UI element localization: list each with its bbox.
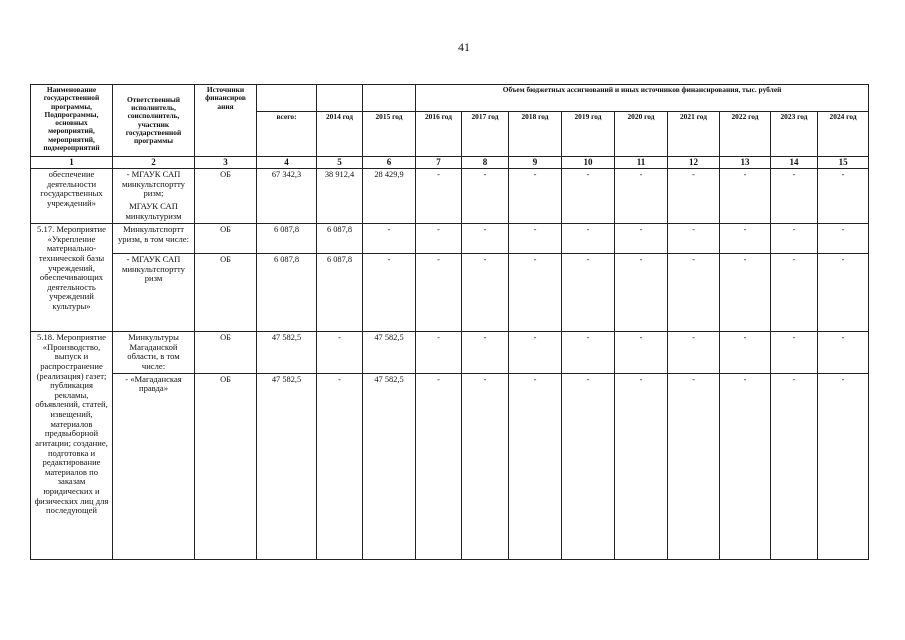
row-value: - (462, 254, 509, 332)
row-value: - (317, 373, 363, 559)
table-row (31, 332, 869, 374)
column-number: 14 (771, 157, 818, 169)
header-year: 2021 год (668, 112, 720, 157)
row-value: - (615, 169, 668, 224)
row-source: ОБ (195, 373, 257, 559)
row-value: - (462, 224, 509, 254)
row-value: - (771, 373, 818, 559)
table-row (31, 373, 869, 559)
row-value: - (363, 254, 416, 332)
column-number: 13 (720, 157, 771, 169)
row-value: 47 582,5 (363, 373, 416, 559)
row-name: 5.17. Мероприятие «Укрепление материально-технической базы учреждений, обеспечивающих деятельность учреждений культуры» (31, 224, 113, 332)
table-row (31, 224, 869, 254)
header-year: 2014 год (317, 112, 363, 157)
row-value: - (416, 254, 462, 332)
row-value: - (509, 332, 562, 374)
row-value: - (771, 169, 818, 224)
column-number-row (31, 157, 869, 169)
row-value: - (562, 254, 615, 332)
row-value: - (509, 373, 562, 559)
row-value: - (416, 224, 462, 254)
column-number: 15 (818, 157, 869, 169)
page-number: 41 (458, 40, 470, 54)
column-number: 9 (509, 157, 562, 169)
header-year: 2022 год (720, 112, 771, 157)
row-value: - (818, 224, 869, 254)
header-year: 2015 год (363, 112, 416, 157)
row-value: - (771, 332, 818, 374)
row-total: 47 582,5 (257, 332, 317, 374)
row-value: - (771, 254, 818, 332)
row-value: - (668, 254, 720, 332)
header-year: 2017 год (462, 112, 509, 157)
column-number: 3 (195, 157, 257, 169)
responsible-line: - МГАУК САП минкультспортту ризм; (122, 169, 185, 199)
row-responsible: - «Магаданская правда» (113, 373, 195, 559)
row-value: - (462, 169, 509, 224)
row-value: - (462, 332, 509, 374)
row-responsible (113, 169, 195, 224)
table-row (31, 169, 869, 224)
row-value: - (720, 373, 771, 559)
header-blank-3 (363, 85, 416, 112)
column-number: 12 (668, 157, 720, 169)
row-source: ОБ (195, 224, 257, 254)
row-value: - (509, 169, 562, 224)
row-value: - (720, 169, 771, 224)
header-year: 2020 год (615, 112, 668, 157)
row-value: - (562, 224, 615, 254)
row-value: - (416, 332, 462, 374)
row-value: 47 582,5 (363, 332, 416, 374)
column-number: 10 (562, 157, 615, 169)
header-name: Наименование государственной программы, Подпрограммы, основных мероприятий, мероприятий, подмероприятий (31, 85, 113, 157)
row-value: - (818, 332, 869, 374)
row-value: - (668, 224, 720, 254)
row-name: 5.18. Мероприятие «Производство, выпуск и распространение (реализация) газет; публикация рекламы, объявлений, статей, извещений, материалов предвыборной агитации; создание, подготовка и редактирование материалов по заказам юридических и физических лиц для последующей (31, 332, 113, 560)
table-row (31, 254, 869, 332)
row-value: - (509, 224, 562, 254)
row-value: - (668, 169, 720, 224)
row-value: - (720, 254, 771, 332)
row-value: - (562, 373, 615, 559)
column-number: 2 (113, 157, 195, 169)
row-value: - (363, 224, 416, 254)
row-value: - (668, 332, 720, 374)
row-value: - (509, 254, 562, 332)
header-blank-1 (257, 85, 317, 112)
row-value: - (416, 373, 462, 559)
row-value: - (317, 332, 363, 374)
row-value: 28 429,9 (363, 169, 416, 224)
header-year: 2024 год (818, 112, 869, 157)
row-value: 38 912,4 (317, 169, 363, 224)
row-total: 47 582,5 (257, 373, 317, 559)
header-total: всего: (257, 112, 317, 157)
column-number: 5 (317, 157, 363, 169)
header-responsible: Ответственный исполнитель, соисполнитель, участник государственной программы (113, 85, 195, 157)
row-value: - (562, 332, 615, 374)
row-value: - (416, 169, 462, 224)
row-source: ОБ (195, 169, 257, 224)
row-value: - (818, 373, 869, 559)
row-total: 6 087,8 (257, 224, 317, 254)
column-number: 4 (257, 157, 317, 169)
row-responsible: Минкультспортт уризм, в том числе: (113, 224, 195, 254)
row-value: - (615, 254, 668, 332)
row-value: - (615, 332, 668, 374)
header-year: 2019 год (562, 112, 615, 157)
row-value: - (462, 373, 509, 559)
row-value: 6 087,8 (317, 224, 363, 254)
row-responsible: - МГАУК САП минкультспортту ризм (113, 254, 195, 332)
row-value: - (818, 169, 869, 224)
row-value: - (771, 224, 818, 254)
column-number: 1 (31, 157, 113, 169)
column-number: 8 (462, 157, 509, 169)
header-budget-title: Объем бюджетных ассигнований и иных источников финансирования, тыс. рублей (416, 85, 869, 112)
responsible-line: МГАУК САП минкультуризм (125, 200, 182, 221)
header-year: 2023 год (771, 112, 818, 157)
row-source: ОБ (195, 332, 257, 374)
row-value: - (720, 332, 771, 374)
header-year: 2016 год (416, 112, 462, 157)
row-responsible: Минкультуры Магаданской области, в том числе: (113, 332, 195, 374)
header-blank-2 (317, 85, 363, 112)
row-value: - (720, 224, 771, 254)
row-value: - (615, 373, 668, 559)
row-value: - (562, 169, 615, 224)
column-number: 7 (416, 157, 462, 169)
row-total: 6 087,8 (257, 254, 317, 332)
row-value: 6 087,8 (317, 254, 363, 332)
header-sources: Источники финансиров ания (195, 85, 257, 157)
row-name: обеспечение деятельности государственных учреждений» (31, 169, 113, 224)
budget-table (30, 84, 869, 560)
column-number: 11 (615, 157, 668, 169)
column-number: 6 (363, 157, 416, 169)
header-year: 2018 год (509, 112, 562, 157)
row-value: - (818, 254, 869, 332)
row-source: ОБ (195, 254, 257, 332)
row-total: 67 342,3 (257, 169, 317, 224)
row-value: - (668, 373, 720, 559)
row-value: - (615, 224, 668, 254)
